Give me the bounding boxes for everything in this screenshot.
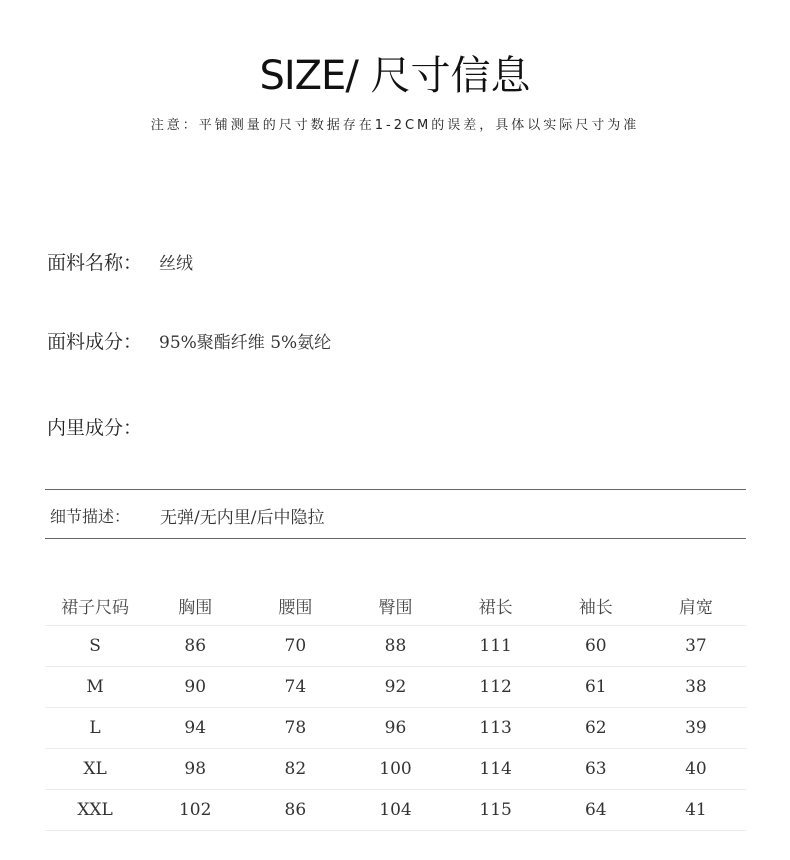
cell-size: XXL (45, 790, 145, 831)
cell-sleeve-length: 60 (546, 626, 646, 667)
header-bust: 胸围 (145, 585, 245, 626)
cell-size: M (45, 667, 145, 708)
table-row (45, 667, 746, 708)
cell-sleeve-length: 62 (546, 708, 646, 749)
lining-composition-label: 内里成分： (47, 417, 143, 439)
fabric-name-row (47, 248, 193, 275)
cell-bust: 86 (145, 626, 245, 667)
cell-bust: 98 (145, 749, 245, 790)
fabric-name-value: 丝绒 (159, 254, 193, 274)
table-row (45, 708, 746, 749)
size-table (45, 585, 746, 831)
cell-shoulder-width: 39 (646, 708, 746, 749)
header-waist: 腰围 (245, 585, 345, 626)
fabric-composition-label: 面料成分： (47, 331, 143, 353)
header-sleeve-length: 袖长 (546, 585, 646, 626)
fabric-composition-value: 95%聚酯纤维 5%氨纶 (159, 333, 332, 353)
cell-sleeve-length: 61 (546, 667, 646, 708)
title-chinese: 尺寸信息 (370, 53, 531, 99)
lining-composition-row (47, 413, 159, 440)
cell-skirt-length: 113 (446, 708, 546, 749)
cell-hip: 104 (345, 790, 445, 831)
cell-size: XL (45, 749, 145, 790)
cell-size: S (45, 626, 145, 667)
cell-skirt-length: 112 (446, 667, 546, 708)
cell-hip: 92 (345, 667, 445, 708)
cell-hip: 96 (345, 708, 445, 749)
detail-value: 无弹/无内里/后中隐拉 (160, 508, 325, 528)
page-title (0, 44, 790, 101)
header-size: 裙子尺码 (45, 585, 145, 626)
cell-waist: 82 (245, 749, 345, 790)
table-row (45, 626, 746, 667)
header-shoulder-width: 肩宽 (646, 585, 746, 626)
title-english: SIZE/ (259, 53, 358, 99)
cell-skirt-length: 114 (446, 749, 546, 790)
cell-bust: 102 (145, 790, 245, 831)
cell-skirt-length: 115 (446, 790, 546, 831)
cell-sleeve-length: 64 (546, 790, 646, 831)
table-row (45, 749, 746, 790)
cell-skirt-length: 111 (446, 626, 546, 667)
cell-bust: 90 (145, 667, 245, 708)
size-table-header (45, 585, 746, 626)
cell-waist: 74 (245, 667, 345, 708)
detail-description (45, 489, 746, 539)
cell-waist: 78 (245, 708, 345, 749)
cell-size: L (45, 708, 145, 749)
detail-label: 细节描述： (50, 507, 131, 526)
measurement-note: 注意：平铺测量的尺寸数据存在1-2CM的误差，具体以实际尺寸为准 (150, 118, 640, 133)
table-row (45, 790, 746, 831)
cell-waist: 86 (245, 790, 345, 831)
cell-waist: 70 (245, 626, 345, 667)
fabric-composition-row (47, 327, 331, 354)
header-skirt-length: 裙长 (446, 585, 546, 626)
cell-shoulder-width: 38 (646, 667, 746, 708)
cell-hip: 88 (345, 626, 445, 667)
cell-hip: 100 (345, 749, 445, 790)
cell-shoulder-width: 40 (646, 749, 746, 790)
cell-shoulder-width: 37 (646, 626, 746, 667)
cell-bust: 94 (145, 708, 245, 749)
fabric-name-label: 面料名称： (47, 252, 143, 274)
header-hip: 臀围 (345, 585, 445, 626)
cell-sleeve-length: 63 (546, 749, 646, 790)
cell-shoulder-width: 41 (646, 790, 746, 831)
